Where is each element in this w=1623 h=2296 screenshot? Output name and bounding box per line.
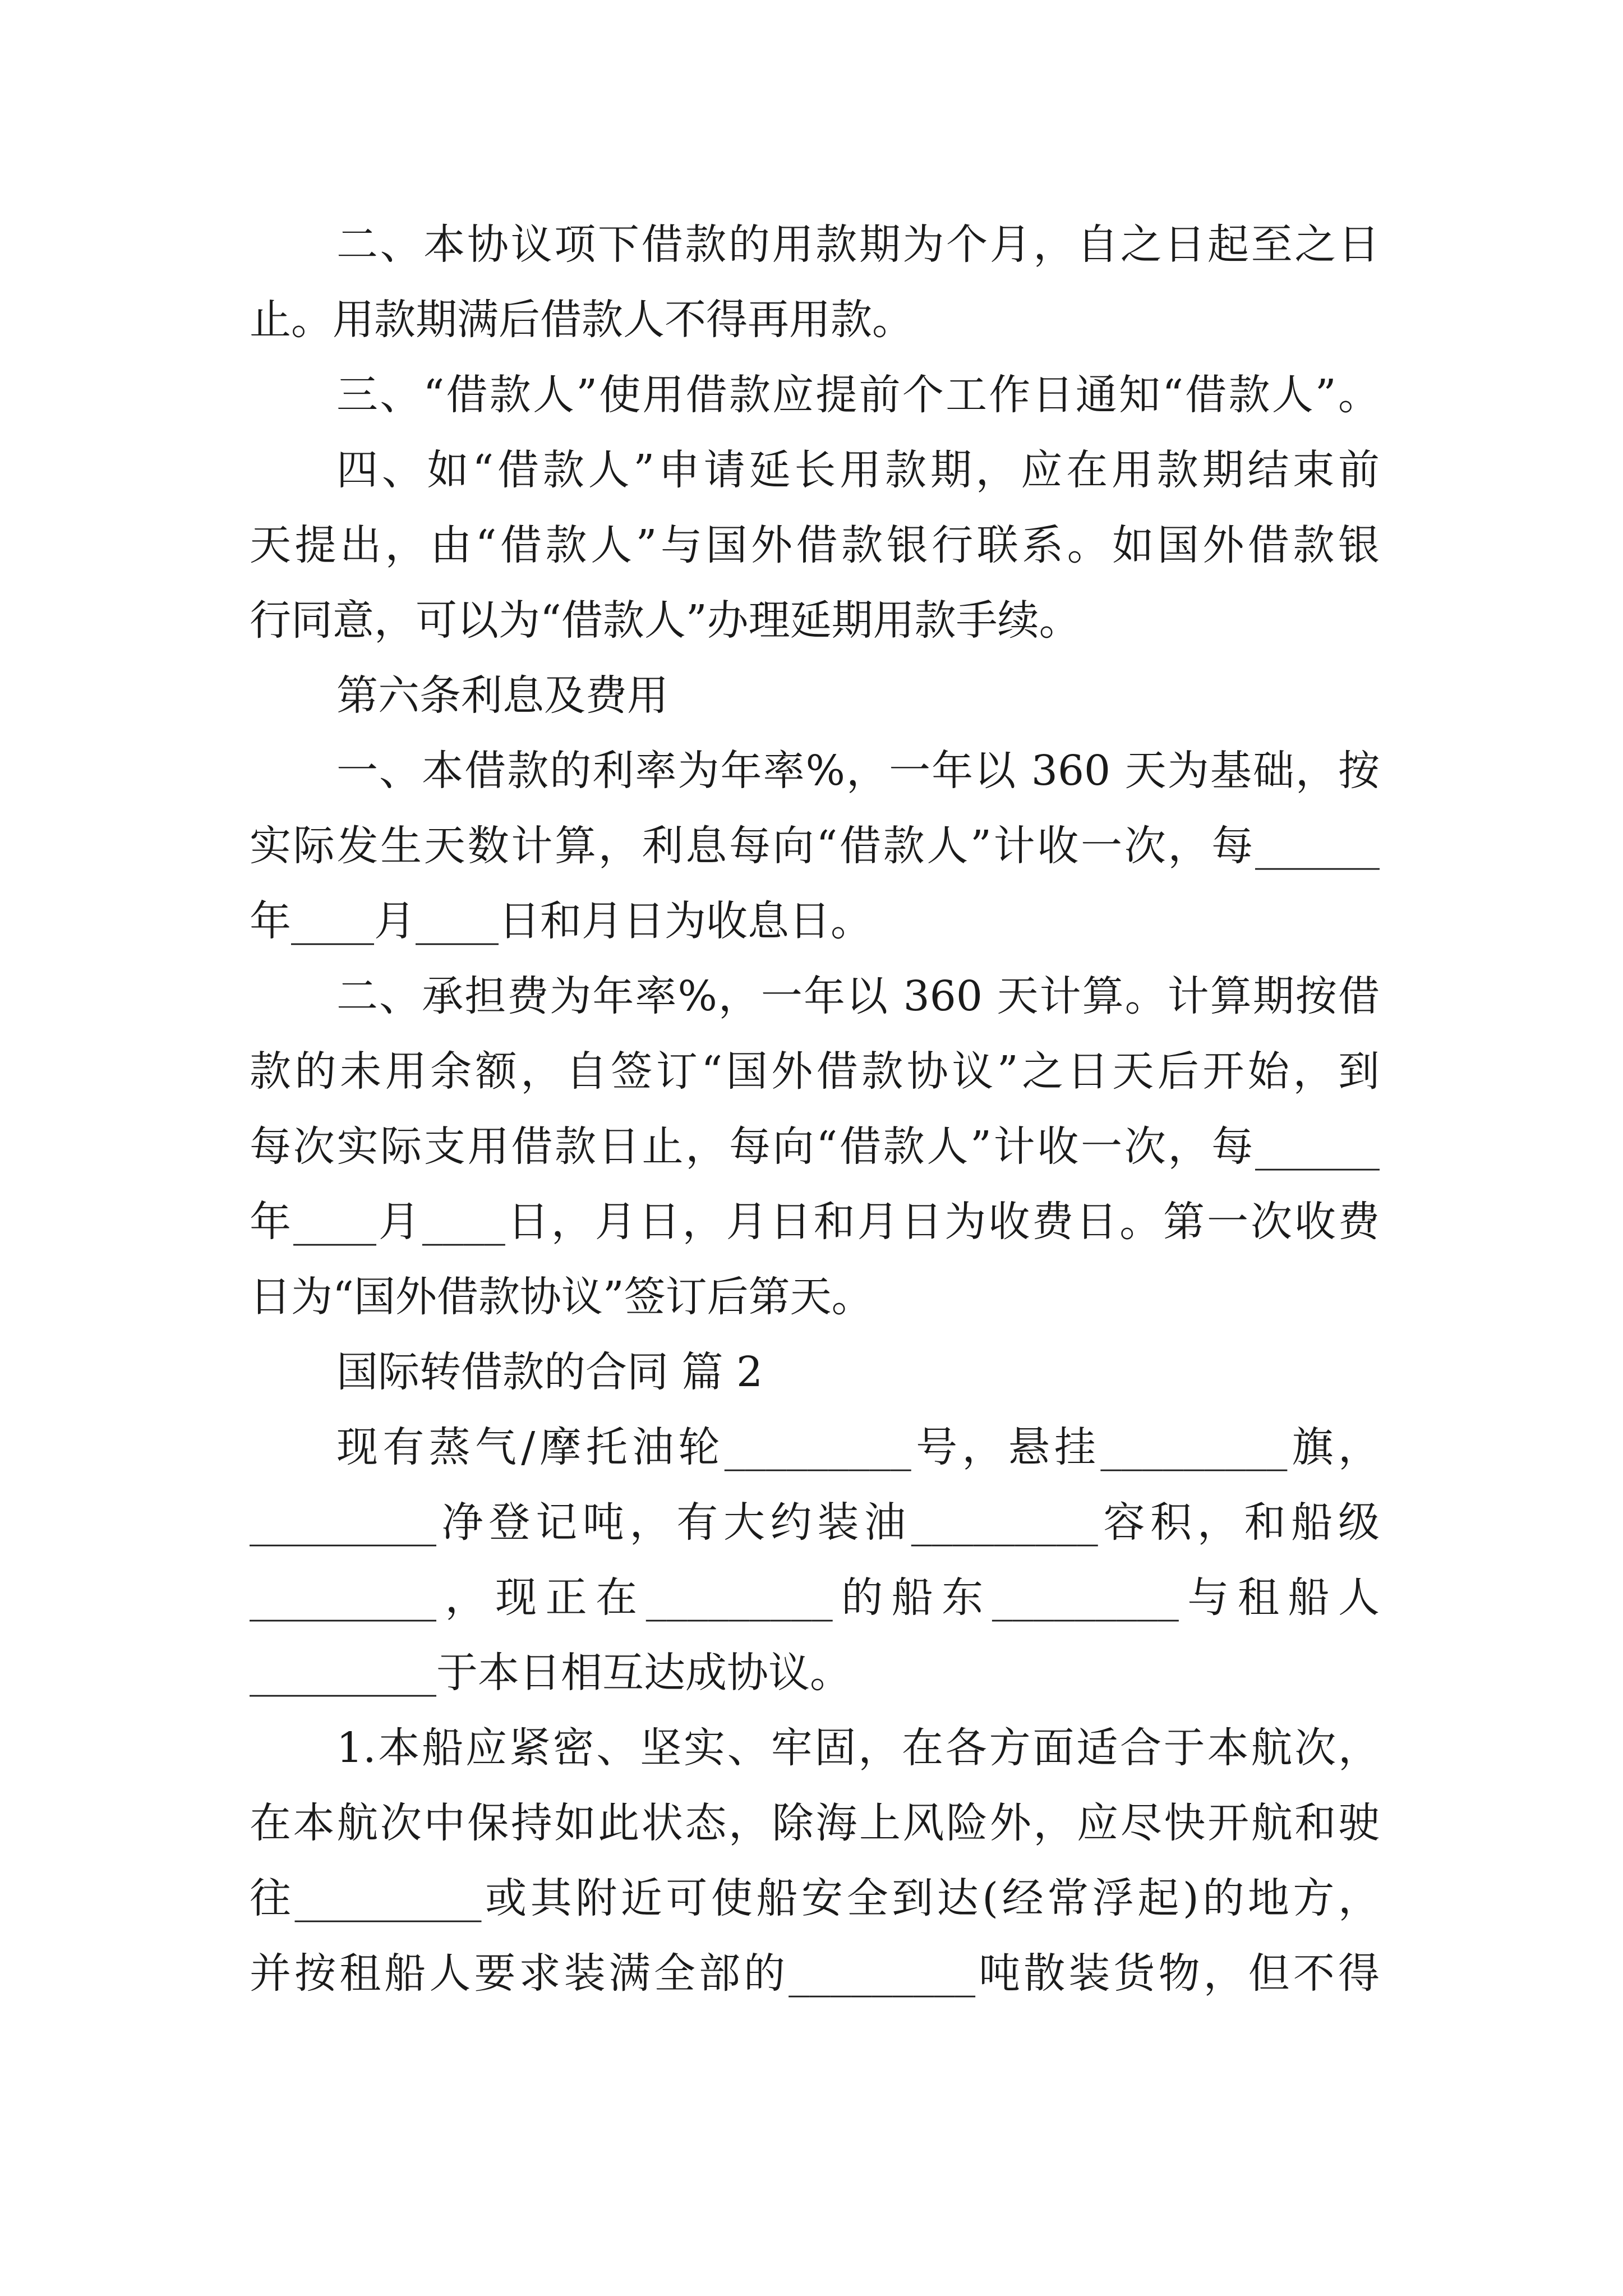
text-line: 每次实际支用借款日止，每向“借款人”计收一次，每______ xyxy=(250,1122,1380,1171)
text-line: 行同意，可以为“借款人”办理延期用款手续。 xyxy=(250,596,1081,645)
text-line: 实际发生天数计算，利息每向“借款人”计收一次，每______ xyxy=(250,822,1380,870)
text-line: 二、本协议项下借款的用款期为个月，自之日起至之日 xyxy=(336,220,1380,269)
text-line: 1.本船应紧密、坚实、牢固，在各方面适合于本航次， xyxy=(336,1724,1380,1772)
text-line: 四、如“借款人”申请延长用款期，应在用款期结束前 xyxy=(336,446,1380,494)
text-line: 年____月____日，月日，月日和月日为收费日。第一次收费 xyxy=(250,1198,1380,1246)
text-line: _________，现正在_________的船东_________与租船人 xyxy=(250,1573,1380,1622)
text-line: 在本航次中保持如此状态，除海上风险外，应尽快开航和驶 xyxy=(250,1799,1380,1847)
text-line: 现有蒸气/摩托油轮_________号，悬挂_________旗， xyxy=(336,1423,1380,1471)
text-line: _________净登记吨，有大约装油_________容积，和船级 xyxy=(250,1498,1380,1547)
text-line: 日为“国外借款协议”签订后第天。 xyxy=(250,1273,873,1321)
text-line: 止。用款期满后借款人不得再用款。 xyxy=(250,296,914,344)
text-line: 款的未用余额，自签订“国外借款协议”之日天后开始，到 xyxy=(250,1047,1380,1096)
text-line: 往_________或其附近可使船安全到达(经常浮起)的地方， xyxy=(250,1874,1380,1922)
text-line: _________于本日相互达成协议。 xyxy=(250,1649,851,1697)
text-line: 二、承担费为年率%，一年以 360 天计算。计算期按借 xyxy=(336,972,1380,1020)
text-line: 三、“借款人”使用借款应提前个工作日通知“借款人”。 xyxy=(336,371,1380,419)
section-heading: 第六条利息及费用 xyxy=(336,671,668,720)
text-line: 年____月____日和月日为收息日。 xyxy=(250,897,872,945)
text-line: 天提出，由“借款人”与国外借款银行联系。如国外借款银 xyxy=(250,521,1380,569)
section-heading: 国际转借款的合同 篇 2 xyxy=(336,1348,763,1396)
text-line: 并按租船人要求装满全部的_________吨散装货物，但不得 xyxy=(250,1949,1380,1998)
text-line: 一、本借款的利率为年率%，一年以 360 天为基础，按 xyxy=(336,747,1380,795)
